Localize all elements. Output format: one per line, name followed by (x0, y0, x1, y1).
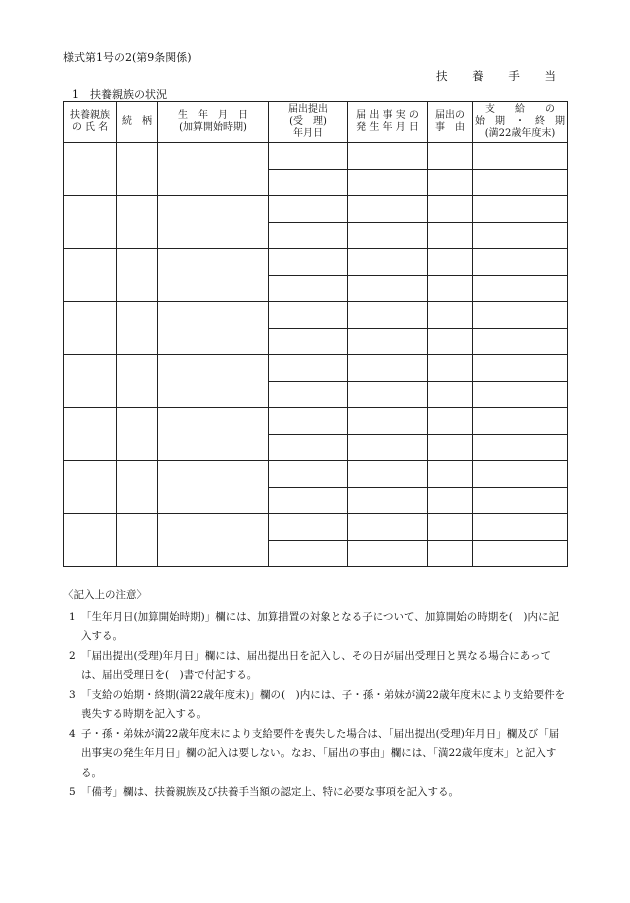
cell-occurrence-date[interactable] (348, 540, 428, 567)
cell-payment-period[interactable] (473, 328, 568, 355)
cell-birth-date[interactable] (158, 461, 269, 514)
cell-occurrence-date[interactable] (348, 434, 428, 461)
cell-payment-period[interactable] (473, 249, 568, 276)
note-number: 4 (69, 727, 76, 740)
header-line: 続 柄 (122, 116, 152, 127)
header-line: 始 期 ・ 終 期 (475, 116, 565, 127)
header-line: 支 給 の (485, 104, 555, 115)
cell-dependent-name[interactable] (64, 196, 117, 249)
form-number: 様式第1号の2(第9条関係) (63, 51, 192, 64)
cell-dependent-name[interactable] (64, 249, 117, 302)
cell-filing-date[interactable] (269, 514, 348, 541)
table-row (64, 514, 568, 541)
header-birth-date (158, 102, 269, 143)
dependents-table (63, 101, 568, 567)
header-line: 届出提出 (288, 104, 328, 115)
cell-filing-date[interactable] (269, 196, 348, 223)
cell-occurrence-date[interactable] (348, 249, 428, 276)
note-text: 「生年月日(加算開始時期)」欄には、加算措置の対象となる子について、加算開始の時期を( )内に記入する。 (81, 610, 559, 642)
header-line: 届 出 事 実 の (356, 110, 419, 121)
cell-relationship[interactable] (117, 196, 158, 249)
header-reason (428, 102, 473, 143)
note-number: 3 (69, 688, 76, 701)
table-row (64, 302, 568, 329)
table-row (64, 461, 568, 488)
cell-birth-date[interactable] (158, 143, 269, 196)
cell-filing-date[interactable] (269, 222, 348, 249)
cell-birth-date[interactable] (158, 196, 269, 249)
cell-filing-date[interactable] (269, 275, 348, 302)
table-header-row (64, 102, 568, 143)
cell-filing-date[interactable] (269, 302, 348, 329)
note-text: 「届出提出(受理)年月日」欄には、届出提出日を記入し、その日が届出受理日と異なる場合にあっては、届出受理日を( )書で付記する。 (81, 649, 552, 681)
cell-occurrence-date[interactable] (348, 408, 428, 435)
cell-reason[interactable] (428, 275, 473, 302)
cell-payment-period[interactable] (473, 355, 568, 382)
header-line: (加算開始時期) (179, 122, 247, 133)
cell-reason[interactable] (428, 434, 473, 461)
cell-relationship[interactable] (117, 302, 158, 355)
cell-relationship[interactable] (117, 461, 158, 514)
cell-birth-date[interactable] (158, 249, 269, 302)
cell-filing-date[interactable] (269, 249, 348, 276)
cell-reason[interactable] (428, 540, 473, 567)
cell-occurrence-date[interactable] (348, 514, 428, 541)
cell-payment-period[interactable] (473, 196, 568, 223)
cell-payment-period[interactable] (473, 169, 568, 196)
header-line: 扶養親族 (70, 110, 110, 121)
cell-payment-period[interactable] (473, 302, 568, 329)
header-line: (満22歳年度末) (484, 128, 556, 139)
cell-payment-period[interactable] (473, 434, 568, 461)
cell-occurrence-date[interactable] (348, 302, 428, 329)
cell-reason[interactable] (428, 169, 473, 196)
table-row (64, 249, 568, 276)
cell-payment-period[interactable] (473, 408, 568, 435)
allowance-title-char: 手 (508, 69, 520, 83)
note-number: 5 (69, 786, 76, 798)
cell-occurrence-date[interactable] (348, 143, 428, 170)
dependents-table-body (64, 143, 568, 567)
cell-filing-date[interactable] (269, 328, 348, 355)
cell-dependent-name[interactable] (64, 408, 117, 461)
cell-filing-date[interactable] (269, 434, 348, 461)
cell-occurrence-date[interactable] (348, 222, 428, 249)
cell-filing-date[interactable] (269, 381, 348, 408)
table-row (64, 355, 568, 382)
allowance-title-char: 当 (544, 69, 556, 83)
cell-filing-date[interactable] (269, 461, 348, 488)
note-text: 「備考」欄は、扶養親族及び扶養手当額の認定上、特に必要な事項を記入する。 (81, 786, 459, 798)
cell-birth-date[interactable] (158, 408, 269, 461)
note-number: 1 (69, 610, 76, 623)
cell-birth-date[interactable] (158, 514, 269, 567)
cell-reason[interactable] (428, 355, 473, 382)
cell-payment-period[interactable] (473, 461, 568, 488)
cell-reason[interactable] (428, 328, 473, 355)
cell-reason[interactable] (428, 381, 473, 408)
header-line: 事 由 (435, 122, 465, 133)
header-payment-period (473, 102, 568, 143)
allowance-title-char: 養 (472, 69, 484, 83)
cell-payment-period[interactable] (473, 540, 568, 567)
cell-dependent-name[interactable] (64, 461, 117, 514)
cell-reason[interactable] (428, 196, 473, 223)
header-dependent-name (64, 102, 117, 143)
cell-occurrence-date[interactable] (348, 355, 428, 382)
table-row (64, 143, 568, 170)
cell-dependent-name[interactable] (64, 355, 117, 408)
header-line: 年月日 (293, 128, 323, 139)
cell-filing-date[interactable] (269, 540, 348, 567)
table-row (64, 408, 568, 435)
cell-occurrence-date[interactable] (348, 169, 428, 196)
cell-reason[interactable] (428, 249, 473, 276)
cell-filing-date[interactable] (269, 355, 348, 382)
cell-reason[interactable] (428, 461, 473, 488)
allowance-title-char: 扶 (436, 69, 448, 83)
header-occurrence-date (348, 102, 428, 143)
note-item (63, 647, 573, 686)
cell-reason[interactable] (428, 302, 473, 329)
note-text: 「支給の始期・終期(満22歳年度末)」欄の( )内には、子・孫・弟妹が満22歳年度末により支給要件を喪失する時期を記入する。 (81, 688, 566, 720)
note-number: 2 (69, 649, 76, 662)
header-line: (受 理) (289, 116, 327, 127)
cell-reason[interactable] (428, 408, 473, 435)
cell-occurrence-date[interactable] (348, 461, 428, 488)
note-item (63, 725, 573, 784)
cell-filing-date[interactable] (269, 408, 348, 435)
note-item (63, 686, 573, 725)
cell-relationship[interactable] (117, 143, 158, 196)
header-line: 生 年 月 日 (178, 110, 248, 121)
cell-occurrence-date[interactable] (348, 381, 428, 408)
cell-reason[interactable] (428, 487, 473, 514)
cell-filing-date[interactable] (269, 169, 348, 196)
cell-relationship[interactable] (117, 408, 158, 461)
cell-filing-date[interactable] (269, 143, 348, 170)
cell-payment-period[interactable] (473, 143, 568, 170)
cell-reason[interactable] (428, 514, 473, 541)
notes-section (63, 586, 573, 803)
notes-title: 〈記入上の注意〉 (63, 589, 147, 601)
cell-occurrence-date[interactable] (348, 328, 428, 355)
cell-payment-period[interactable] (473, 222, 568, 249)
cell-birth-date[interactable] (158, 355, 269, 408)
cell-dependent-name[interactable] (64, 514, 117, 567)
cell-dependent-name[interactable] (64, 143, 117, 196)
cell-payment-period[interactable] (473, 381, 568, 408)
section-title: 1 扶養親族の状況 (72, 88, 167, 101)
note-item (63, 783, 573, 803)
header-filing-date (269, 102, 348, 143)
cell-relationship[interactable] (117, 514, 158, 567)
allowance-title (436, 68, 556, 84)
cell-reason[interactable] (428, 143, 473, 170)
header-line: 届出の (435, 110, 465, 121)
note-item (63, 608, 573, 647)
header-line: の 氏 名 (71, 122, 109, 133)
cell-relationship[interactable] (117, 355, 158, 408)
cell-relationship[interactable] (117, 249, 158, 302)
cell-birth-date[interactable] (158, 302, 269, 355)
cell-payment-period[interactable] (473, 514, 568, 541)
cell-payment-period[interactable] (473, 275, 568, 302)
header-relationship (117, 102, 158, 143)
cell-occurrence-date[interactable] (348, 196, 428, 223)
cell-dependent-name[interactable] (64, 302, 117, 355)
cell-occurrence-date[interactable] (348, 275, 428, 302)
cell-reason[interactable] (428, 222, 473, 249)
header-line: 発 生 年 月 日 (356, 122, 419, 133)
note-text: 子・孫・弟妹が満22歳年度末により支給要件を喪失した場合は、「届出提出(受理)年月日」欄及び「届出事実の発生年月日」欄の記入は要しない。なお、「届出の事由」欄には、「満22歳年度末」と記入する。 (81, 727, 560, 779)
cell-filing-date[interactable] (269, 487, 348, 514)
cell-payment-period[interactable] (473, 487, 568, 514)
table-row (64, 196, 568, 223)
cell-occurrence-date[interactable] (348, 487, 428, 514)
